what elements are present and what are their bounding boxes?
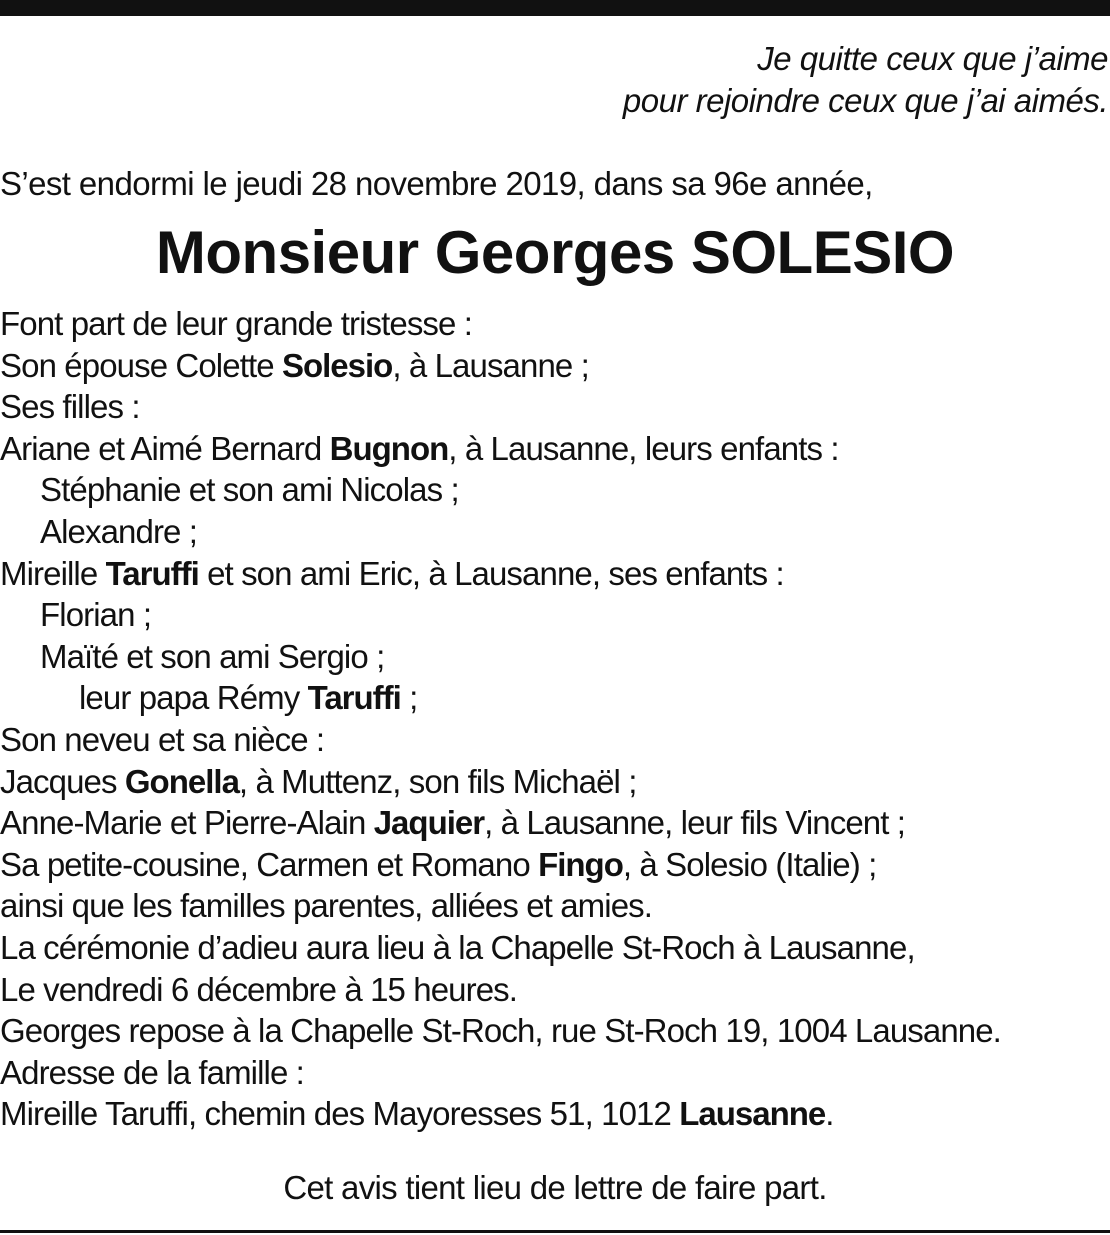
top-rule xyxy=(0,0,1110,16)
body-line: Stéphanie et son ami Nicolas ; xyxy=(40,471,459,509)
bottom-rule xyxy=(0,1230,1110,1233)
family-name: Fingo xyxy=(538,845,623,883)
body-line: Maïté et son ami Sergio ; xyxy=(40,637,385,675)
footer-note: Cet avis tient lieu de lettre de faire part. xyxy=(283,1169,827,1206)
deceased-name: Monsieur Georges SOLESIO xyxy=(155,219,955,286)
body-line: Sa petite-cousine, Carmen et Romano Fingo, à Solesio (Italie) ; xyxy=(0,845,877,883)
family-name: Taruffi xyxy=(307,679,401,717)
epigraph xyxy=(623,38,1108,122)
family-name: Gonella xyxy=(124,762,239,800)
family-name: Taruffi xyxy=(105,554,199,592)
body-line: Florian ; xyxy=(40,596,152,634)
family-name: Bugnon xyxy=(329,429,449,467)
ceremony-date-line: Le vendredi 6 décembre à 15 heures. xyxy=(0,970,518,1008)
family-address-label: Adresse de la famille : xyxy=(0,1053,304,1091)
body-line: Ariane et Aimé Bernard Bugnon, à Lausanne, leurs enfants : xyxy=(0,429,839,467)
body-line: Font part de leur grande tristesse : xyxy=(0,305,473,342)
body-line: Ses filles : xyxy=(0,388,140,426)
city-name: Lausanne xyxy=(679,1095,826,1133)
body-line: Mireille Taruffi et son ami Eric, à Lausanne, ses enfants : xyxy=(0,554,784,592)
repose-line: Georges repose à la Chapelle St-Roch, rue St-Roch 19, 1004 Lausanne. xyxy=(0,1012,1001,1050)
body-line: Alexandre ; xyxy=(40,512,198,550)
body-line: ainsi que les familles parentes, alliées et amies. xyxy=(0,887,653,925)
body-line: Son neveu et sa nièce : xyxy=(0,720,325,758)
epigraph-line-2: pour rejoindre ceux que j’ai aimés. xyxy=(622,82,1108,119)
family-name: Solesio xyxy=(281,346,393,384)
body-line: leur papa Rémy Taruffi ; xyxy=(79,679,418,717)
ceremony-line: La cérémonie d’adieu aura lieu à la Chapelle St-Roch à Lausanne, xyxy=(0,928,915,966)
family-name: Jaquier xyxy=(373,804,485,842)
epigraph-line-1: Je quitte ceux que j’aime xyxy=(757,40,1108,77)
body-line: Son épouse Colette Solesio, à Lausanne ; xyxy=(0,346,589,384)
announcement-body xyxy=(0,303,1110,1135)
family-address: Mireille Taruffi, chemin des Mayoresses 51, 1012 Lausanne. xyxy=(0,1095,834,1133)
intro-text: S’est endormi le jeudi 28 novembre 2019, dans sa 96e année, xyxy=(0,165,873,202)
body-line: Anne-Marie et Pierre-Alain Jaquier, à Lausanne, leur fils Vincent ; xyxy=(0,804,906,842)
body-line: Jacques Gonella, à Muttenz, son fils Michaël ; xyxy=(0,762,637,800)
